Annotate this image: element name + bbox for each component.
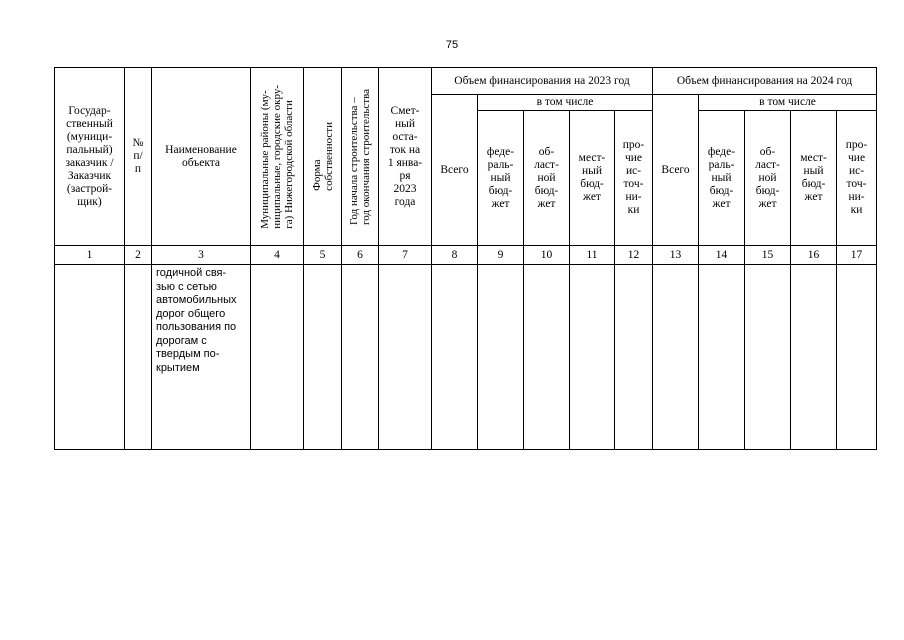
cell-regional-2024 [745, 265, 791, 450]
header-funding-2024: Объем финансирования на 2024 год [653, 68, 877, 95]
cell-object-name: годичной свя- зью с сетью автомобильных дорог общего пользования по дорогам с твердым по- крытием [152, 265, 251, 450]
column-number: 14 [699, 246, 745, 265]
header-name: Наименование объекта [152, 68, 251, 246]
column-number: 13 [653, 246, 699, 265]
column-number: 8 [432, 246, 478, 265]
cell-other-2023 [615, 265, 653, 450]
cell-regional-2023 [524, 265, 570, 450]
column-number: 17 [837, 246, 877, 265]
cell-balance [379, 265, 432, 450]
header-funding-2023: Объем финансирования на 2023 год [432, 68, 653, 95]
header-including-2024: в том числе [699, 95, 877, 111]
column-number: 16 [791, 246, 837, 265]
column-number: 12 [615, 246, 653, 265]
header-years: Год начала строительства – год окончания строительства [342, 68, 379, 246]
cell-total-2023 [432, 265, 478, 450]
investment-table [54, 67, 877, 450]
cell-districts [251, 265, 304, 450]
column-number: 6 [342, 246, 379, 265]
cell-number [125, 265, 152, 450]
table-row [55, 265, 877, 450]
cell-federal-2023 [478, 265, 524, 450]
header-ownership: Форма собственности [304, 68, 342, 246]
cell-local-2023 [570, 265, 615, 450]
header-including-2023: в том числе [478, 95, 653, 111]
column-number: 9 [478, 246, 524, 265]
column-number: 2 [125, 246, 152, 265]
cell-customer [55, 265, 125, 450]
column-number: 1 [55, 246, 125, 265]
column-number: 10 [524, 246, 570, 265]
column-number: 4 [251, 246, 304, 265]
header-local-2024: мест- ный бюд- жет [791, 111, 837, 246]
page-number: 75 [445, 39, 459, 51]
cell-federal-2024 [699, 265, 745, 450]
header-balance: Смет- ный оста- ток на 1 янва- ря 2023 года [379, 68, 432, 246]
column-number: 11 [570, 246, 615, 265]
header-number: № п/ п [125, 68, 152, 246]
header-federal-2023: феде- раль- ный бюд- жет [478, 111, 524, 246]
header-regional-2023: об- ласт- ной бюд- жет [524, 111, 570, 246]
column-number-row [55, 246, 877, 265]
header-total-2024: Всего [653, 95, 699, 246]
header-customer: Государ- ственный (муници- пальный) заказчик / Заказчик (застрой- щик) [55, 68, 125, 246]
cell-total-2024 [653, 265, 699, 450]
cell-other-2024 [837, 265, 877, 450]
column-number: 3 [152, 246, 251, 265]
header-districts: Муниципальные районы (му- ниципальные, городские окру- га) Нижегородской области [251, 68, 304, 246]
column-number: 15 [745, 246, 791, 265]
header-regional-2024: об- ласт- ной бюд- жет [745, 111, 791, 246]
column-number: 7 [379, 246, 432, 265]
cell-years [342, 265, 379, 450]
header-other-2024: про- чие ис- точ- ни- ки [837, 111, 877, 246]
cell-ownership [304, 265, 342, 450]
header-federal-2024: феде- раль- ный бюд- жет [699, 111, 745, 246]
column-number: 5 [304, 246, 342, 265]
header-other-2023: про- чие ис- точ- ни- ки [615, 111, 653, 246]
cell-local-2024 [791, 265, 837, 450]
header-total-2023: Всего [432, 95, 478, 246]
header-local-2023: мест- ный бюд- жет [570, 111, 615, 246]
